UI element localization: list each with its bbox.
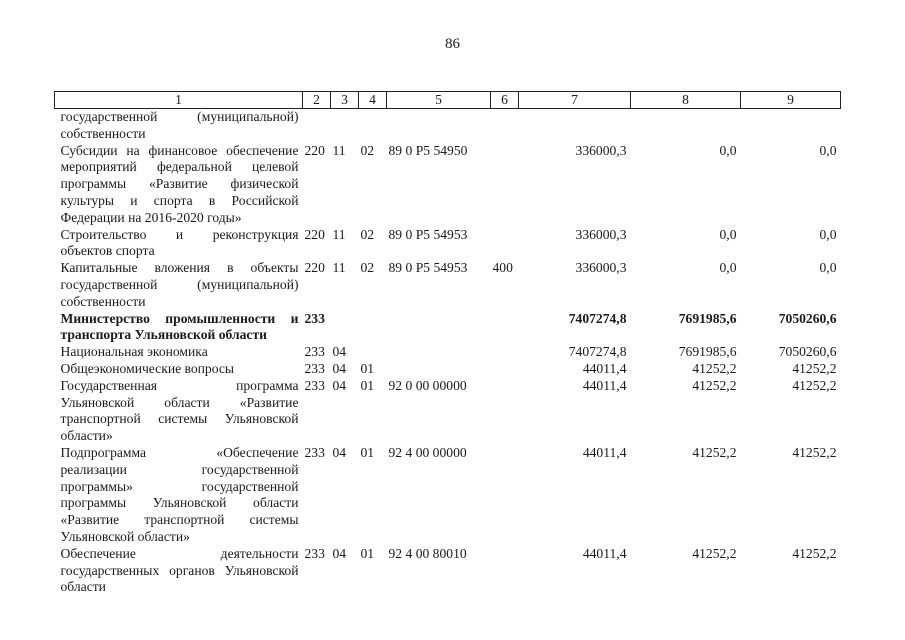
target-article-code: 89 0 P5 54953 bbox=[388, 260, 468, 276]
target-article-code: 89 0 P5 54953 bbox=[388, 226, 468, 242]
row-name: Государственная программа Ульяновской области «Развитие транспортной системы Ульяновской области» bbox=[60, 377, 299, 444]
target-article-code: 92 4 00 80010 bbox=[388, 545, 467, 561]
amount-2021: 7050260,6 bbox=[778, 344, 837, 360]
expense-type-code: 400 bbox=[492, 260, 513, 276]
expense-type-code bbox=[491, 546, 519, 596]
row-name: Капитальные вложения в объекты государственной (муниципальной) собственности bbox=[60, 260, 299, 309]
row-name: Обеспечение деятельности государственных органов Ульяновской области bbox=[60, 545, 299, 595]
table-row bbox=[55, 344, 841, 361]
section-code: 04 bbox=[332, 377, 347, 393]
amount-2021: 0,0 bbox=[819, 142, 837, 158]
row-name: Субсидии на финансовое обеспечение мероприятий федеральной целевой программы «Развитие физической культуры и спорта в Российской Федерации на 2016-2020 годы» bbox=[60, 142, 299, 225]
kvsr-code: 233 bbox=[304, 344, 325, 360]
section-code: 11 bbox=[332, 226, 346, 242]
amount-2020: 41252,2 bbox=[692, 444, 737, 460]
section-code: 11 bbox=[332, 142, 346, 158]
column-header: 2 bbox=[303, 92, 331, 109]
amount-2020: 41252,2 bbox=[692, 377, 737, 393]
target-article-code bbox=[387, 109, 491, 143]
amount-2019: 44011,4 bbox=[582, 545, 627, 561]
row-name: Общеэкономические вопросы bbox=[60, 360, 235, 376]
amount-2021: 41252,2 bbox=[792, 545, 837, 561]
amount-2019: 7407274,8 bbox=[568, 310, 627, 326]
table-row bbox=[55, 109, 841, 143]
amount-2019: 44011,4 bbox=[582, 377, 627, 393]
kvsr-code: 233 bbox=[304, 377, 325, 393]
row-name: Подпрограмма «Обеспечение реализации государственной программы» государственной программы Ульяновской области «Развитие транспортной системы Ульяновской области» bbox=[60, 444, 299, 544]
amount-2020: 7691985,6 bbox=[678, 344, 737, 360]
table-row bbox=[55, 445, 841, 546]
page-number: 86 bbox=[445, 36, 460, 52]
table-row bbox=[55, 227, 841, 261]
header-row bbox=[55, 92, 841, 109]
amount-2019: 336000,3 bbox=[575, 260, 627, 276]
kvsr-code: 233 bbox=[304, 444, 325, 460]
subsection-code bbox=[359, 311, 387, 345]
table-row bbox=[55, 311, 841, 345]
section-code: 04 bbox=[332, 360, 347, 376]
budget-table bbox=[54, 91, 841, 596]
amount-2020: 0,0 bbox=[719, 260, 737, 276]
table-header bbox=[55, 92, 841, 109]
amount-2019: 336000,3 bbox=[575, 226, 627, 242]
amount-2021: 0,0 bbox=[819, 260, 837, 276]
target-article-code: 92 4 00 00000 bbox=[388, 444, 467, 460]
subsection-code: 02 bbox=[360, 226, 375, 242]
section-code: 04 bbox=[332, 444, 347, 460]
column-header: 4 bbox=[359, 92, 387, 109]
kvsr-code bbox=[303, 109, 331, 143]
expense-type-code bbox=[491, 109, 519, 143]
row-name: Министерство промышленности и транспорта Ульяновской области bbox=[60, 310, 299, 343]
amount-2021: 41252,2 bbox=[792, 444, 837, 460]
amount-2021: 0,0 bbox=[819, 226, 837, 242]
kvsr-code: 220 bbox=[304, 260, 325, 276]
subsection-code: 01 bbox=[360, 444, 375, 460]
subsection-code bbox=[359, 109, 387, 143]
row-name: Национальная экономика bbox=[60, 344, 208, 360]
row-name: государственной (муниципальной) собственности bbox=[60, 109, 299, 141]
expense-type-code bbox=[491, 311, 519, 345]
column-header: 6 bbox=[491, 92, 519, 109]
table-row bbox=[55, 546, 841, 596]
amount-2020: 7691985,6 bbox=[678, 310, 737, 326]
amount-2021: 41252,2 bbox=[792, 377, 837, 393]
row-name: Строительство и реконструкция объектов спорта bbox=[60, 226, 299, 259]
kvsr-code: 220 bbox=[304, 142, 325, 158]
table-row bbox=[55, 378, 841, 445]
column-header: 9 bbox=[741, 92, 841, 109]
subsection-code: 02 bbox=[360, 142, 375, 158]
amount-2019: 336000,3 bbox=[575, 142, 627, 158]
subsection-code: 01 bbox=[360, 360, 375, 376]
amount-2021: 41252,2 bbox=[792, 360, 837, 376]
section-code: 11 bbox=[332, 260, 346, 276]
target-article-code: 92 0 00 00000 bbox=[388, 377, 467, 393]
column-header: 3 bbox=[331, 92, 359, 109]
target-article-code: 89 0 P5 54950 bbox=[388, 142, 468, 158]
kvsr-code: 233 bbox=[304, 360, 325, 376]
amount-2021 bbox=[741, 109, 841, 143]
expense-type-code bbox=[491, 344, 519, 361]
section-code: 04 bbox=[332, 545, 347, 561]
kvsr-code: 233 bbox=[304, 310, 325, 326]
table-body bbox=[55, 109, 841, 597]
column-header: 8 bbox=[631, 92, 741, 109]
amount-2019: 7407274,8 bbox=[568, 344, 627, 360]
target-article-code bbox=[387, 311, 491, 345]
amount-2021: 7050260,6 bbox=[778, 310, 837, 326]
column-header: 1 bbox=[55, 92, 303, 109]
kvsr-code: 233 bbox=[304, 545, 325, 561]
amount-2019 bbox=[519, 109, 631, 143]
amount-2020: 0,0 bbox=[719, 226, 737, 242]
expense-type-code bbox=[491, 143, 519, 227]
expense-type-code bbox=[491, 361, 519, 378]
section-code: 04 bbox=[332, 344, 347, 360]
amount-2020: 41252,2 bbox=[692, 360, 737, 376]
table-row bbox=[55, 260, 841, 310]
column-header: 5 bbox=[387, 92, 491, 109]
amount-2020: 41252,2 bbox=[692, 545, 737, 561]
expense-type-code bbox=[491, 378, 519, 445]
subsection-code: 01 bbox=[360, 545, 375, 561]
expense-type-code bbox=[491, 445, 519, 546]
section-code bbox=[331, 109, 359, 143]
target-article-code bbox=[387, 361, 491, 378]
column-header: 7 bbox=[519, 92, 631, 109]
amount-2019: 44011,4 bbox=[582, 360, 627, 376]
subsection-code bbox=[359, 344, 387, 361]
table-row bbox=[55, 143, 841, 227]
subsection-code: 02 bbox=[360, 260, 375, 276]
amount-2020: 0,0 bbox=[719, 142, 737, 158]
section-code bbox=[331, 311, 359, 345]
kvsr-code: 220 bbox=[304, 226, 325, 242]
subsection-code: 01 bbox=[360, 377, 375, 393]
table-row bbox=[55, 361, 841, 378]
expense-type-code bbox=[491, 227, 519, 261]
amount-2019: 44011,4 bbox=[582, 444, 627, 460]
target-article-code bbox=[387, 344, 491, 361]
amount-2020 bbox=[631, 109, 741, 143]
